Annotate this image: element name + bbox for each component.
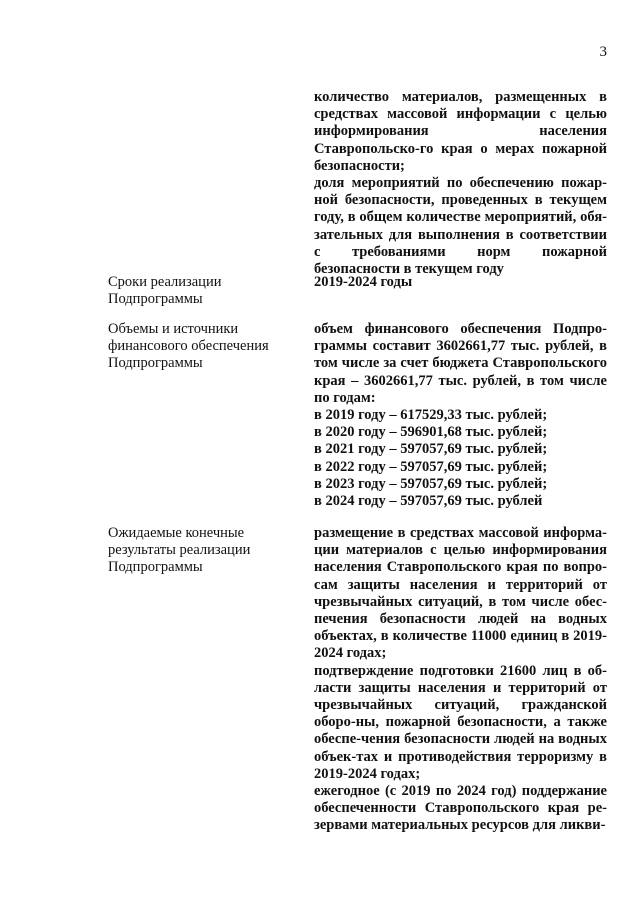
results-item-3: ежегодное (с 2019 по 2024 год) поддержание обеспеченности Ставропольского края ре-зервами материальных ресурсов для ликви-: [314, 783, 607, 834]
funding-year-2023: в 2023 году – 597057,69 тыс. рублей;: [314, 475, 548, 492]
funding-intro: объем финансового обеспечения Подпро-граммы составит 3602661,77 тыс. рублей, в том числе за счет бюджета Ставропольского края – 3602661,77 тыс. рублей, в том числе по годам:: [314, 321, 607, 406]
continuation-block: [314, 89, 607, 278]
results-item-1: размещение в средствах массовой информа-ции материалов с целью информирования населения Ставропольского края по вопро-сам защиты населения и территорий от чрезвычайных ситуаций, в том числе обес-печения безопасности людей на водных объектах, в количестве 11000 единиц в 2019-2024 годах;: [314, 525, 607, 662]
results-block: [314, 525, 607, 835]
continuation-item-2: доля мероприятий по обеспечению пожар-ной безопасности, проведенных в текущем году, в общем количестве мероприятий, обя-зательных для выполнения в соответствии с требованиями норм пожарной безопасности в текущем году: [314, 175, 607, 278]
funding-year-2019: в 2019 году – 617529,33 тыс. рублей;: [314, 407, 548, 424]
terms-value: 2019-2024 годы: [314, 274, 413, 290]
funding-year-2021: в 2021 году – 597057,69 тыс. рублей;: [314, 441, 548, 458]
terms-label: Сроки реализации Подпрограммы: [108, 274, 222, 308]
results-label: Ожидаемые конечные результаты реализации Подпрограммы: [108, 525, 251, 576]
funding-label: Объемы и источники финансового обеспечения Подпрограммы: [108, 321, 269, 372]
funding-year-2020: в 2020 году – 596901,68 тыс. рублей;: [314, 424, 548, 441]
funding-block: [314, 321, 607, 510]
funding-year-2022: в 2022 году – 597057,69 тыс. рублей;: [314, 458, 548, 475]
funding-year-2024: в 2024 году – 597057,69 тыс. рублей: [314, 493, 543, 510]
continuation-item-1: количество материалов, размещенных в средствах массовой информации с целью информирования населения Ставропольско-го края о мерах пожарной безопасности;: [314, 89, 607, 174]
results-item-2: подтверждение подготовки 21600 лиц в об-ласти защиты населения и территорий от чрезвычайных ситуаций, гражданской оборо-ны, пожарной безопасности, а также обеспе-чения безопасности людей на водных объек-тах и противодействия терроризму в 2019-2024 годах;: [314, 662, 607, 782]
page-number: 3: [599, 44, 607, 60]
